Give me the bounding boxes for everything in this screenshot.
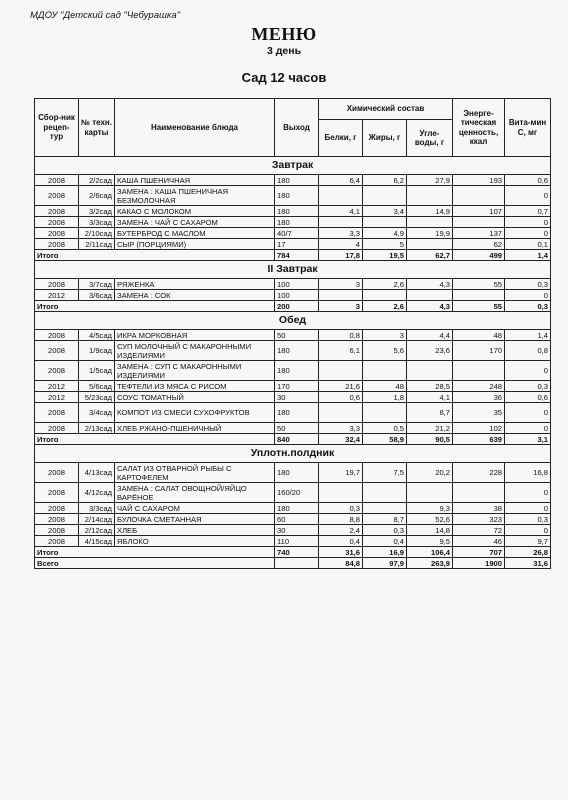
tech-card-cell: 1/9сад bbox=[79, 341, 115, 361]
carbs-cell bbox=[407, 239, 453, 250]
total-label: Итого bbox=[35, 250, 275, 261]
total-proteins-cell: 17,8 bbox=[319, 250, 363, 261]
carbs-cell: 28,5 bbox=[407, 381, 453, 392]
total-energy-cell: 639 bbox=[453, 434, 505, 445]
output-cell: 180 bbox=[275, 206, 319, 217]
fats-cell: 3,4 bbox=[363, 206, 407, 217]
energy-cell: 62 bbox=[453, 239, 505, 250]
menu-table bbox=[34, 98, 551, 569]
grand-total-proteins-cell: 84,8 bbox=[319, 558, 363, 569]
energy-cell bbox=[453, 186, 505, 206]
proteins-cell: 3 bbox=[319, 279, 363, 290]
energy-cell: 137 bbox=[453, 228, 505, 239]
tech-card-cell: 4/5сад bbox=[79, 330, 115, 341]
recipe-collection-cell: 2008 bbox=[35, 206, 79, 217]
recipe-collection-cell: 2008 bbox=[35, 503, 79, 514]
dish-name-cell: ЗАМЕНА : КАША ПШЕНИЧНАЯ БЕЗМОЛОЧНАЯ bbox=[115, 186, 275, 206]
vitamin-cell: 0 bbox=[505, 228, 551, 239]
output-cell: 100 bbox=[275, 290, 319, 301]
fats-cell: 2,6 bbox=[363, 279, 407, 290]
recipe-collection-cell: 2008 bbox=[35, 536, 79, 547]
energy-cell: 38 bbox=[453, 503, 505, 514]
tech-card-cell: 2/2сад bbox=[79, 175, 115, 186]
recipe-collection-cell: 2008 bbox=[35, 279, 79, 290]
col-carbs: Угле-воды, г bbox=[407, 120, 453, 157]
recipe-collection-cell: 2008 bbox=[35, 463, 79, 483]
col-tech-card: № техн. карты bbox=[79, 99, 115, 157]
proteins-cell: 0,6 bbox=[319, 392, 363, 403]
fats-cell bbox=[363, 503, 407, 514]
vitamin-cell: 1,4 bbox=[505, 330, 551, 341]
dish-name-cell: СОУС ТОМАТНЫЙ bbox=[115, 392, 275, 403]
fats-cell bbox=[363, 217, 407, 228]
total-label: Итого bbox=[35, 301, 275, 312]
dish-name-cell: РЯЖЕНКА bbox=[115, 279, 275, 290]
energy-cell: 46 bbox=[453, 536, 505, 547]
tech-card-cell: 4/15сад bbox=[79, 536, 115, 547]
carbs-cell: 9,5 bbox=[407, 536, 453, 547]
table-row bbox=[35, 525, 551, 536]
vitamin-cell: 9,7 bbox=[505, 536, 551, 547]
carbs-cell: 4,1 bbox=[407, 392, 453, 403]
vitamin-cell: 0 bbox=[505, 503, 551, 514]
proteins-cell: 4 bbox=[319, 239, 363, 250]
carbs-cell: 4,3 bbox=[407, 279, 453, 290]
recipe-collection-cell: 2008 bbox=[35, 228, 79, 239]
menu-day: 3 день bbox=[266, 45, 302, 57]
output-cell: 180 bbox=[275, 503, 319, 514]
output-cell: 180 bbox=[275, 175, 319, 186]
table-row bbox=[35, 206, 551, 217]
col-chem-composition: Химический состав bbox=[319, 99, 453, 120]
table-row bbox=[35, 239, 551, 250]
fats-cell: 0,3 bbox=[363, 525, 407, 536]
carbs-cell: 9,3 bbox=[407, 503, 453, 514]
output-cell: 40/7 bbox=[275, 228, 319, 239]
recipe-collection-cell: 2012 bbox=[35, 392, 79, 403]
table-row bbox=[35, 186, 551, 206]
section-title: Завтрак bbox=[35, 157, 551, 175]
dish-name-cell: ХЛЕБ РЖАНО-ПШЕНИЧНЫЙ bbox=[115, 423, 275, 434]
energy-cell: 72 bbox=[453, 525, 505, 536]
table-row bbox=[35, 503, 551, 514]
proteins-cell bbox=[319, 361, 363, 381]
fats-cell: 3 bbox=[363, 330, 407, 341]
grand-total-label: Всего bbox=[35, 558, 275, 569]
total-output-cell: 740 bbox=[275, 547, 319, 558]
output-cell: 180 bbox=[275, 217, 319, 228]
carbs-cell: 14,8 bbox=[407, 525, 453, 536]
vitamin-cell: 0 bbox=[505, 290, 551, 301]
dish-name-cell: ЗАМЕНА : СУП С МАКАРОННЫМИ ИЗДЕЛИЯМИ bbox=[115, 361, 275, 381]
vitamin-cell: 0 bbox=[505, 361, 551, 381]
total-row bbox=[35, 434, 551, 445]
output-cell: 180 bbox=[275, 341, 319, 361]
tech-card-cell: 3/6сад bbox=[79, 290, 115, 301]
total-output-cell: 784 bbox=[275, 250, 319, 261]
tech-card-cell: 4/12сад bbox=[79, 483, 115, 503]
proteins-cell: 0,4 bbox=[319, 536, 363, 547]
energy-cell: 102 bbox=[453, 423, 505, 434]
proteins-cell bbox=[319, 403, 363, 423]
vitamin-cell: 0,3 bbox=[505, 279, 551, 290]
section-header bbox=[35, 312, 551, 330]
energy-cell: 36 bbox=[453, 392, 505, 403]
table-row bbox=[35, 175, 551, 186]
carbs-cell: 27,9 bbox=[407, 175, 453, 186]
energy-cell: 323 bbox=[453, 514, 505, 525]
proteins-cell bbox=[319, 483, 363, 503]
tech-card-cell: 2/10сад bbox=[79, 228, 115, 239]
energy-cell: 170 bbox=[453, 341, 505, 361]
energy-cell bbox=[453, 290, 505, 301]
output-cell: 180 bbox=[275, 463, 319, 483]
dish-name-cell: БУТЕРБРОД С МАСЛОМ bbox=[115, 228, 275, 239]
grand-total-row bbox=[35, 558, 551, 569]
dish-name-cell: ТЕФТЕЛИ ИЗ МЯСА С РИСОМ bbox=[115, 381, 275, 392]
total-fats-cell: 58,9 bbox=[363, 434, 407, 445]
energy-cell: 107 bbox=[453, 206, 505, 217]
vitamin-cell: 0 bbox=[505, 423, 551, 434]
tech-card-cell: 5/6сад bbox=[79, 381, 115, 392]
proteins-cell bbox=[319, 217, 363, 228]
tech-card-cell: 2/13сад bbox=[79, 423, 115, 434]
recipe-collection-cell: 2012 bbox=[35, 290, 79, 301]
recipe-collection-cell: 2008 bbox=[35, 330, 79, 341]
output-cell: 180 bbox=[275, 361, 319, 381]
table-row bbox=[35, 279, 551, 290]
dish-name-cell: КОМПОТ ИЗ СМЕСИ СУХОФРУКТОВ bbox=[115, 403, 275, 423]
energy-cell: 48 bbox=[453, 330, 505, 341]
fats-cell: 7,5 bbox=[363, 463, 407, 483]
proteins-cell bbox=[319, 290, 363, 301]
col-fats: Жиры, г bbox=[363, 120, 407, 157]
tech-card-cell: 2/6сад bbox=[79, 186, 115, 206]
output-cell: 17 bbox=[275, 239, 319, 250]
total-label: Итого bbox=[35, 547, 275, 558]
output-cell: 180 bbox=[275, 403, 319, 423]
total-vitamin-cell: 0,3 bbox=[505, 301, 551, 312]
carbs-cell: 52,6 bbox=[407, 514, 453, 525]
vitamin-cell: 0,8 bbox=[505, 341, 551, 361]
vitamin-cell: 0 bbox=[505, 525, 551, 536]
vitamin-cell: 0,3 bbox=[505, 514, 551, 525]
table-row bbox=[35, 536, 551, 547]
total-vitamin-cell: 3,1 bbox=[505, 434, 551, 445]
carbs-cell: 20,2 bbox=[407, 463, 453, 483]
grand-total-energy-cell: 1900 bbox=[453, 558, 505, 569]
table-row bbox=[35, 361, 551, 381]
menu-title: МЕНЮ bbox=[251, 24, 317, 44]
recipe-collection-cell: 2008 bbox=[35, 239, 79, 250]
recipe-collection-cell: 2008 bbox=[35, 186, 79, 206]
fats-cell bbox=[363, 186, 407, 206]
vitamin-cell: 0 bbox=[505, 483, 551, 503]
output-cell: 100 bbox=[275, 279, 319, 290]
recipe-collection-cell: 2008 bbox=[35, 483, 79, 503]
organization-name: МДОУ "Детский сад "Чебурашка" bbox=[30, 10, 181, 21]
recipe-collection-cell: 2012 bbox=[35, 381, 79, 392]
total-row bbox=[35, 301, 551, 312]
table-row bbox=[35, 341, 551, 361]
tech-card-cell: 4/13сад bbox=[79, 463, 115, 483]
col-recipe-collection: Сбор-ник рецеп-тур bbox=[35, 99, 79, 157]
total-label: Итого bbox=[35, 434, 275, 445]
vitamin-cell: 0,1 bbox=[505, 239, 551, 250]
section-header bbox=[35, 261, 551, 279]
total-carbs-cell: 62,7 bbox=[407, 250, 453, 261]
tech-card-cell: 2/14сад bbox=[79, 514, 115, 525]
carbs-cell: 21,2 bbox=[407, 423, 453, 434]
total-carbs-cell: 106,4 bbox=[407, 547, 453, 558]
recipe-collection-cell: 2008 bbox=[35, 341, 79, 361]
dish-name-cell: ХЛЕБ bbox=[115, 525, 275, 536]
tech-card-cell: 1/5сад bbox=[79, 361, 115, 381]
dish-name-cell: ЗАМЕНА : СОК bbox=[115, 290, 275, 301]
tech-card-cell: 3/2сад bbox=[79, 206, 115, 217]
carbs-cell: 19,9 bbox=[407, 228, 453, 239]
carbs-cell: 14,9 bbox=[407, 206, 453, 217]
table-row bbox=[35, 330, 551, 341]
table-row bbox=[35, 514, 551, 525]
recipe-collection-cell: 2008 bbox=[35, 403, 79, 423]
energy-cell: 55 bbox=[453, 279, 505, 290]
carbs-cell bbox=[407, 483, 453, 503]
proteins-cell: 6,1 bbox=[319, 341, 363, 361]
dish-name-cell: БУЛОЧКА СМЕТАННАЯ bbox=[115, 514, 275, 525]
carbs-cell bbox=[407, 361, 453, 381]
proteins-cell bbox=[319, 186, 363, 206]
grand-total-carbs-cell: 263,9 bbox=[407, 558, 453, 569]
fats-cell: 6,2 bbox=[363, 175, 407, 186]
tech-card-cell: 3/3сад bbox=[79, 217, 115, 228]
fats-cell: 8,7 bbox=[363, 514, 407, 525]
proteins-cell: 6,4 bbox=[319, 175, 363, 186]
total-energy-cell: 55 bbox=[453, 301, 505, 312]
carbs-cell: 23,6 bbox=[407, 341, 453, 361]
output-cell: 180 bbox=[275, 186, 319, 206]
recipe-collection-cell: 2008 bbox=[35, 525, 79, 536]
vitamin-cell: 0 bbox=[505, 186, 551, 206]
dish-name-cell: ЗАМЕНА : САЛАТ ОВОЩНОЙ/ЯЙЦО ВАРЁНОЕ bbox=[115, 483, 275, 503]
section-title: Уплотн.полдник bbox=[35, 445, 551, 463]
dish-name-cell: ЯБЛОКО bbox=[115, 536, 275, 547]
energy-cell: 228 bbox=[453, 463, 505, 483]
total-energy-cell: 707 bbox=[453, 547, 505, 558]
grand-total-fats-cell: 97,9 bbox=[363, 558, 407, 569]
section-title: Обед bbox=[35, 312, 551, 330]
proteins-cell: 0,3 bbox=[319, 503, 363, 514]
table-row bbox=[35, 381, 551, 392]
fats-cell: 48 bbox=[363, 381, 407, 392]
total-fats-cell: 16,9 bbox=[363, 547, 407, 558]
total-vitamin-cell: 26,8 bbox=[505, 547, 551, 558]
total-vitamin-cell: 1,4 bbox=[505, 250, 551, 261]
table-row bbox=[35, 483, 551, 503]
recipe-collection-cell: 2008 bbox=[35, 423, 79, 434]
energy-cell: 248 bbox=[453, 381, 505, 392]
proteins-cell: 8,8 bbox=[319, 514, 363, 525]
total-proteins-cell: 3 bbox=[319, 301, 363, 312]
dish-name-cell: СЫР (ПОРЦИЯМИ) bbox=[115, 239, 275, 250]
total-fats-cell: 19,5 bbox=[363, 250, 407, 261]
table-row bbox=[35, 423, 551, 434]
grand-total-vitamin-cell: 31,6 bbox=[505, 558, 551, 569]
energy-cell: 193 bbox=[453, 175, 505, 186]
carbs-cell bbox=[407, 290, 453, 301]
energy-cell: 35 bbox=[453, 403, 505, 423]
output-cell: 160/20 bbox=[275, 483, 319, 503]
dish-name-cell: СУП МОЛОЧНЫЙ С МАКАРОННЫМИ ИЗДЕЛИЯМИ bbox=[115, 341, 275, 361]
fats-cell: 1,8 bbox=[363, 392, 407, 403]
proteins-cell: 19,7 bbox=[319, 463, 363, 483]
dish-name-cell: КАКАО С МОЛОКОМ bbox=[115, 206, 275, 217]
menu-group: Сад 12 часов bbox=[241, 70, 327, 85]
table-row bbox=[35, 392, 551, 403]
recipe-collection-cell: 2008 bbox=[35, 175, 79, 186]
energy-cell bbox=[453, 217, 505, 228]
energy-cell bbox=[453, 483, 505, 503]
output-cell: 30 bbox=[275, 392, 319, 403]
vitamin-cell: 0 bbox=[505, 217, 551, 228]
output-cell: 30 bbox=[275, 525, 319, 536]
vitamin-cell: 0,6 bbox=[505, 392, 551, 403]
total-row bbox=[35, 547, 551, 558]
vitamin-cell: 0,6 bbox=[505, 175, 551, 186]
output-cell: 110 bbox=[275, 536, 319, 547]
dish-name-cell: САЛАТ ИЗ ОТВАРНОЙ РЫБЫ С КАРТОФЕЛЕМ bbox=[115, 463, 275, 483]
total-row bbox=[35, 250, 551, 261]
total-proteins-cell: 32,4 bbox=[319, 434, 363, 445]
carbs-cell: 4,4 bbox=[407, 330, 453, 341]
total-proteins-cell: 31,6 bbox=[319, 547, 363, 558]
grand-total-output-cell bbox=[275, 558, 319, 569]
dish-name-cell: ЗАМЕНА : ЧАЙ С САХАРОМ bbox=[115, 217, 275, 228]
section-header bbox=[35, 157, 551, 175]
fats-cell: 0,4 bbox=[363, 536, 407, 547]
proteins-cell: 21,6 bbox=[319, 381, 363, 392]
vitamin-cell: 0 bbox=[505, 403, 551, 423]
tech-card-cell: 3/4сад bbox=[79, 403, 115, 423]
energy-cell bbox=[453, 361, 505, 381]
output-cell: 50 bbox=[275, 330, 319, 341]
dish-name-cell: ИКРА МОРКОВНАЯ bbox=[115, 330, 275, 341]
tech-card-cell: 5/23сад bbox=[79, 392, 115, 403]
carbs-cell bbox=[407, 217, 453, 228]
vitamin-cell: 0,3 bbox=[505, 381, 551, 392]
table-row bbox=[35, 403, 551, 423]
recipe-collection-cell: 2008 bbox=[35, 514, 79, 525]
carbs-cell bbox=[407, 186, 453, 206]
col-energy: Энерге-тическая ценность, ккал bbox=[453, 99, 505, 157]
vitamin-cell: 16,8 bbox=[505, 463, 551, 483]
col-proteins: Белки, г bbox=[319, 120, 363, 157]
recipe-collection-cell: 2008 bbox=[35, 361, 79, 381]
tech-card-cell: 2/11сад bbox=[79, 239, 115, 250]
dish-name-cell: КАША ПШЕНИЧНАЯ bbox=[115, 175, 275, 186]
total-carbs-cell: 90,5 bbox=[407, 434, 453, 445]
total-carbs-cell: 4,3 bbox=[407, 301, 453, 312]
proteins-cell: 0,8 bbox=[319, 330, 363, 341]
tech-card-cell: 3/7сад bbox=[79, 279, 115, 290]
tech-card-cell: 2/12сад bbox=[79, 525, 115, 536]
table-row bbox=[35, 228, 551, 239]
proteins-cell: 3,3 bbox=[319, 423, 363, 434]
tech-card-cell: 3/3сад bbox=[79, 503, 115, 514]
carbs-cell: 8,7 bbox=[407, 403, 453, 423]
fats-cell: 5,6 bbox=[363, 341, 407, 361]
vitamin-cell: 0,7 bbox=[505, 206, 551, 217]
fats-cell: 5 bbox=[363, 239, 407, 250]
section-header bbox=[35, 445, 551, 463]
col-vitamin: Вита-мин С, мг bbox=[505, 99, 551, 157]
fats-cell: 0,5 bbox=[363, 423, 407, 434]
total-output-cell: 200 bbox=[275, 301, 319, 312]
output-cell: 170 bbox=[275, 381, 319, 392]
proteins-cell: 2,4 bbox=[319, 525, 363, 536]
table-row bbox=[35, 217, 551, 228]
proteins-cell: 3,3 bbox=[319, 228, 363, 239]
total-output-cell: 840 bbox=[275, 434, 319, 445]
section-title: II Завтрак bbox=[35, 261, 551, 279]
proteins-cell: 4,1 bbox=[319, 206, 363, 217]
fats-cell bbox=[363, 361, 407, 381]
recipe-collection-cell: 2008 bbox=[35, 217, 79, 228]
output-cell: 60 bbox=[275, 514, 319, 525]
output-cell: 50 bbox=[275, 423, 319, 434]
total-energy-cell: 499 bbox=[453, 250, 505, 261]
col-dish-name: Наименование блюда bbox=[115, 99, 275, 157]
table-row bbox=[35, 290, 551, 301]
table-row bbox=[35, 463, 551, 483]
fats-cell bbox=[363, 483, 407, 503]
total-fats-cell: 2,6 bbox=[363, 301, 407, 312]
fats-cell bbox=[363, 290, 407, 301]
fats-cell: 4,9 bbox=[363, 228, 407, 239]
fats-cell bbox=[363, 403, 407, 423]
dish-name-cell: ЧАЙ С САХАРОМ bbox=[115, 503, 275, 514]
col-output: Выход bbox=[275, 99, 319, 157]
